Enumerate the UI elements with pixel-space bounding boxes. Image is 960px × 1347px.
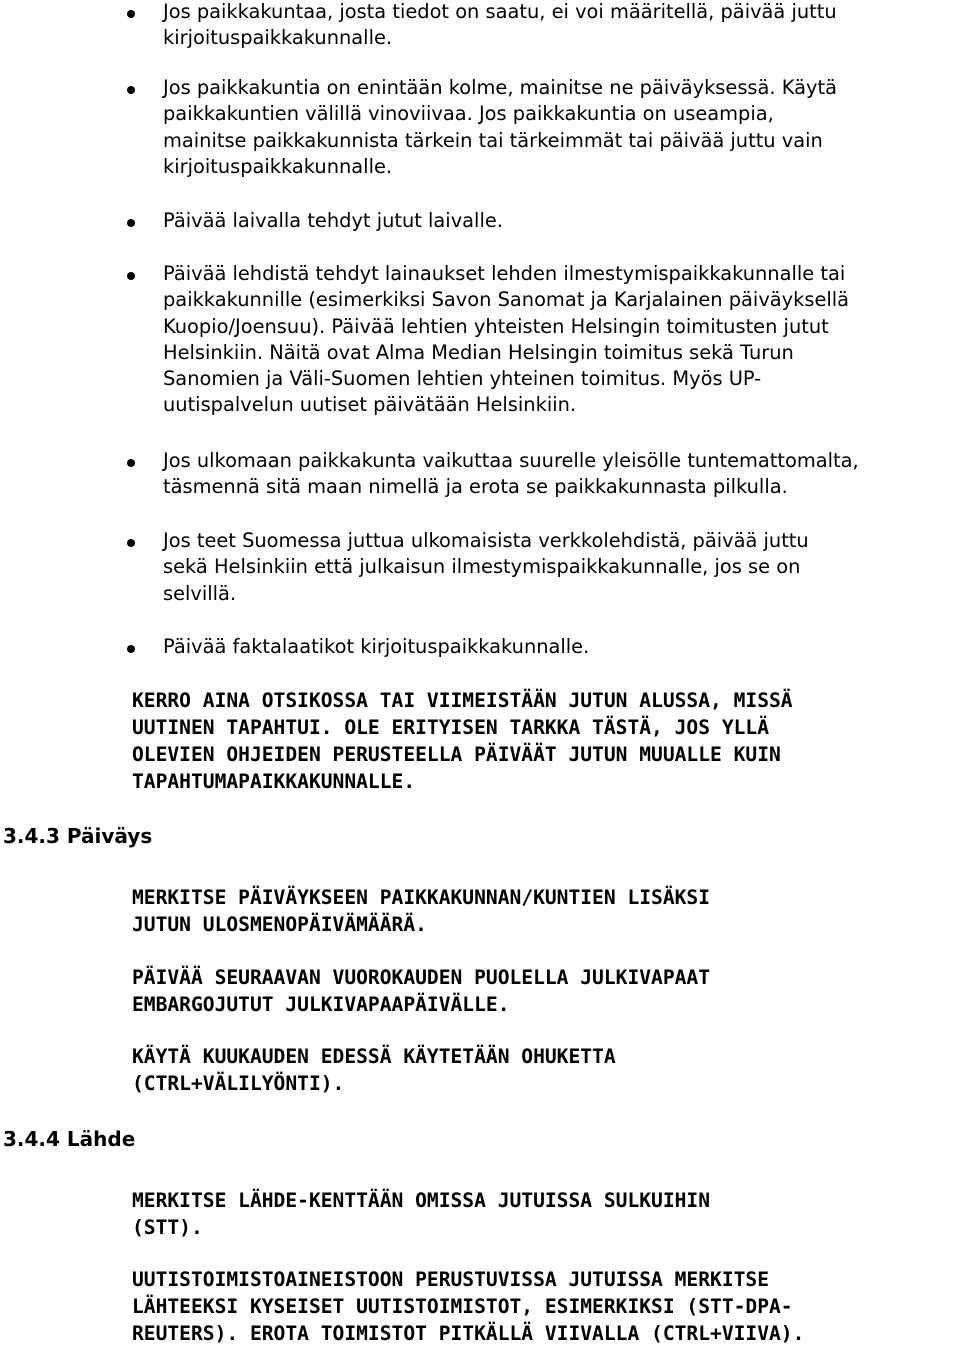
text-line: LÄHTEEKSI KYSEISET UUTISTOIMISTOT, ESIMERKIKSI (STT-DPA- <box>132 1295 793 1318</box>
text-line: KERRO AINA OTSIKOSSA TAI VIIMEISTÄÄN JUTUN ALUSSA, MISSÄ <box>132 689 793 712</box>
bullet-point-icon <box>127 539 135 547</box>
text-line: REUTERS). EROTA TOIMISTOT PITKÄLLÄ VIIVALLA (CTRL+VIIVA). <box>132 1322 805 1345</box>
text-line: Päivää laivalla tehdyt jutut laivalle. <box>163 209 503 232</box>
text-line: Jos teet Suomessa juttua ulkomaisista verkkolehdistä, päivää juttu <box>163 529 809 552</box>
section-heading-date: 3.4.3 Päiväys <box>3 824 153 848</box>
text-line: Päivää lehdistä tehdyt lainaukset lehden ilmestymispaikkakunnalle tai <box>163 262 846 285</box>
text-line: mainitse paikkakunnista tärkein tai tärkeimmät tai päivää juttu vain <box>163 128 823 152</box>
text-line: UUTINEN TAPAHTUI. OLE ERITYISEN TARKKA TÄSTÄ, JOS YLLÄ <box>132 716 770 739</box>
text-line: PÄIVÄÄ SEURAAVAN VUOROKAUDEN PUOLELLA JULKIVAPAAT <box>132 966 711 989</box>
text-line: Päivää faktalaatikot kirjoituspaikkakunnalle. <box>163 635 590 658</box>
bullet-text <box>163 634 958 660</box>
bullet-text <box>163 528 958 607</box>
text-line: MERKITSE PÄIVÄYKSEEN PAIKKAKUNNAN/KUNTIEN LISÄKSI <box>132 886 711 909</box>
bullet-point-icon <box>127 645 135 653</box>
bullet-text <box>163 208 958 234</box>
bullet-point-icon <box>127 10 135 18</box>
text-line: (CTRL+VÄLILYÖNTI). <box>132 1072 345 1095</box>
date-instruction <box>132 884 960 938</box>
text-line: Jos paikkakuntaa, josta tiedot on saatu, ei voi määritellä, päivää juttu <box>163 0 837 23</box>
location-notice <box>132 687 960 795</box>
bullet-point-icon <box>127 272 135 280</box>
text-line: Sanomien ja Väli-Suomen lehtien yhteinen toimitus. Myös UP- <box>163 367 762 391</box>
bullet-text <box>163 0 958 52</box>
text-line: paikkakuntien välillä vinoviivaa. Jos paikkakuntia on useampia, <box>163 102 774 126</box>
text-line: (STT). <box>132 1216 203 1239</box>
text-line: OLEVIEN OHJEIDEN PERUSTEELLA PÄIVÄÄT JUTUN MUUALLE KUIN <box>132 743 781 766</box>
source-instruction <box>132 1266 960 1347</box>
source-instruction <box>132 1187 960 1241</box>
text-line: sekä Helsinkiin että julkaisun ilmestymispaikkakunnalle, jos se on <box>163 555 801 579</box>
text-line: UUTISTOIMISTOAINEISTOON PERUSTUVISSA JUTUISSA MERKITSE <box>132 1268 770 1291</box>
text-line: paikkakunnille (esimerkiksi Savon Sanomat ja Karjalainen päiväyksellä <box>163 288 850 312</box>
text-line: selvillä. <box>163 581 237 605</box>
text-line: JUTUN ULOSMENOPÄIVÄMÄÄRÄ. <box>132 913 427 936</box>
text-line: Helsinkiin. Näitä ovat Alma Median Helsingin toimitus sekä Turun <box>163 340 794 364</box>
bullet-point-icon <box>127 219 135 227</box>
bullet-text <box>163 75 958 180</box>
bullet-text <box>163 261 958 419</box>
bullet-point-icon <box>127 459 135 467</box>
text-line: EMBARGOJUTUT JULKIVAPAAPÄIVÄLLE. <box>132 993 510 1016</box>
bullet-point-icon <box>127 86 135 94</box>
bullet-text <box>163 448 958 501</box>
text-line: Jos ulkomaan paikkakunta vaikuttaa suurelle yleisölle tuntemattomalta, <box>163 449 859 472</box>
text-line: KÄYTÄ KUUKAUDEN EDESSÄ KÄYTETÄÄN OHUKETTA <box>132 1045 616 1068</box>
text-line: kirjoituspaikkakunnalle. <box>163 26 393 50</box>
text-line: Kuopio/Joensuu). Päivää lehtien yhteisten Helsingin toimitusten jutut <box>163 314 829 338</box>
date-instruction <box>132 964 960 1018</box>
date-instruction <box>132 1043 960 1097</box>
text-line: kirjoituspaikkakunnalle. <box>163 154 393 178</box>
section-heading-source: 3.4.4 Lähde <box>3 1127 136 1151</box>
text-line: Jos paikkakuntia on enintään kolme, mainitse ne päiväyksessä. Käytä <box>163 76 837 99</box>
text-line: täsmennä sitä maan nimellä ja erota se paikkakunnasta pilkulla. <box>163 475 788 499</box>
text-line: uutispalvelun uutiset päivätään Helsinkiin. <box>163 393 577 417</box>
text-line: TAPAHTUMAPAIKKAKUNNALLE. <box>132 770 416 793</box>
text-line: MERKITSE LÄHDE-KENTTÄÄN OMISSA JUTUISSA SULKUIHIN <box>132 1189 711 1212</box>
